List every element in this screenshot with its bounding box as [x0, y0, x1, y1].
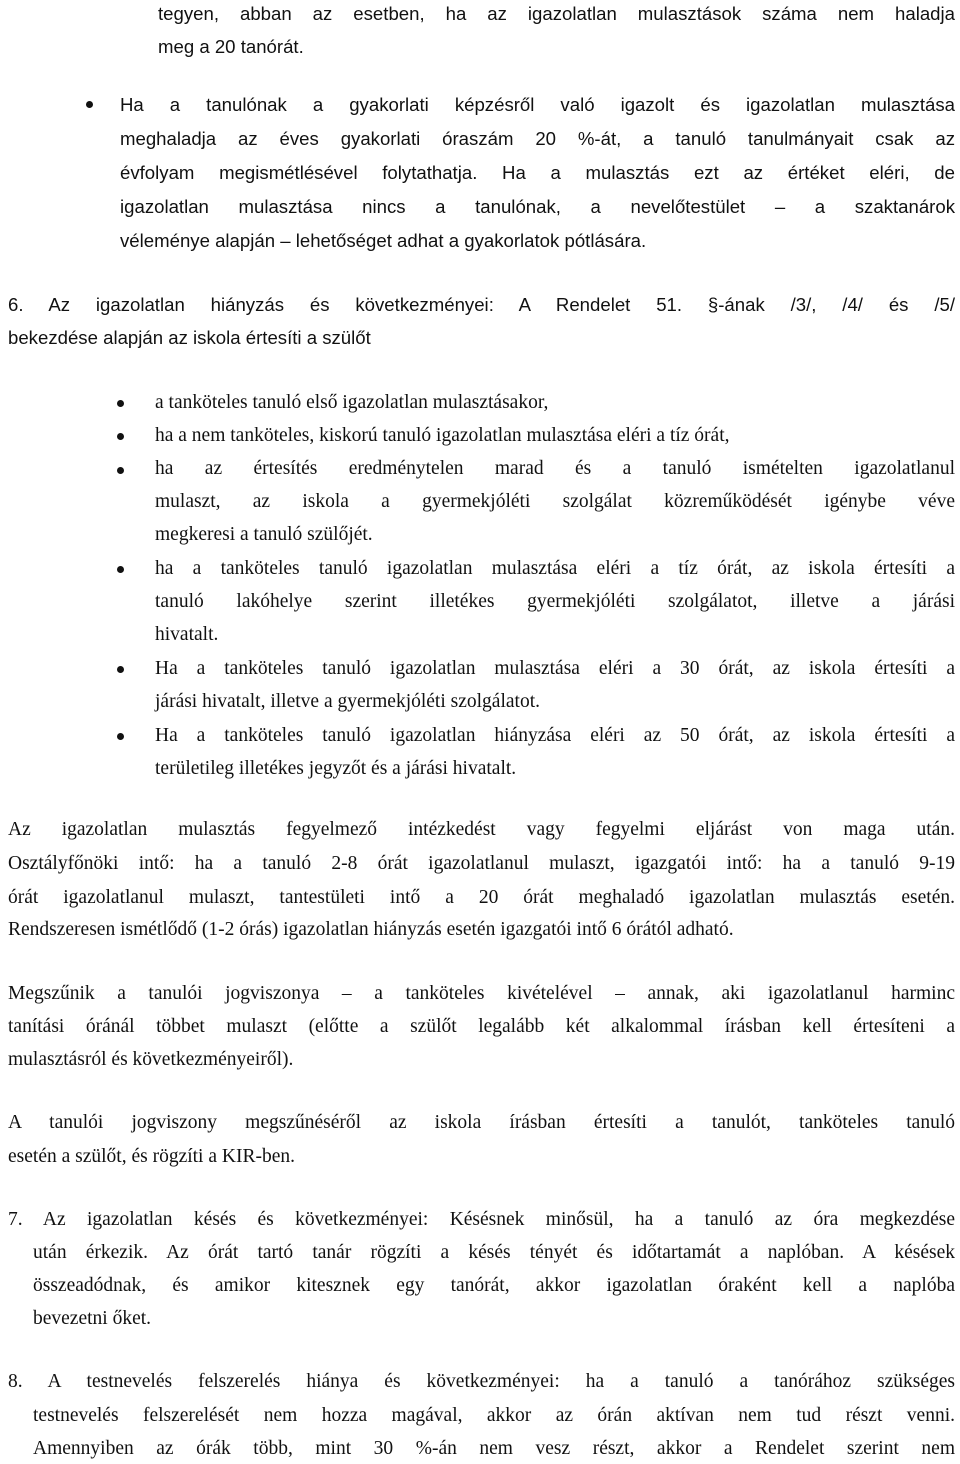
bullet-icon	[117, 400, 124, 407]
text-line: meghaladja az éves gyakorlati óraszám 20 %-át, a tanuló tanulmányait csak az	[120, 128, 955, 149]
text-line: évfolyam megismétlésével folytathatja. Ha a mulasztás ezt az értéket eléri, de	[120, 162, 955, 183]
bullet-icon	[117, 733, 124, 740]
list-item: Ha a tanköteles tanuló igazolatlan hiányzása eléri az 50 órát, az iskola értesíti a	[155, 725, 955, 746]
bullet-icon	[117, 433, 124, 440]
text-line: Megszűnik a tanulói jogviszonya – a tanköteles kivételével – annak, aki igazolatlanul harminc	[8, 983, 955, 1004]
text-line: meg a 20 tanórát.	[158, 36, 304, 57]
text-line: tanítási óránál többet mulaszt (előtte a szülőt legalább két alkalommal írásban kell értesíteni a	[8, 1016, 955, 1037]
text-line: A tanulói jogviszony megszűnéséről az iskola írásban értesíti a tanulót, tanköteles tanuló	[8, 1112, 955, 1133]
list-item-line: területileg illetékes jegyzőt és a járási hivatalt.	[155, 758, 517, 779]
text-line: véleménye alapján – lehetőséget adhat a gyakorlatok pótlására.	[120, 230, 647, 251]
text-line: órát igazolatlanul mulaszt, tantestületi intő a 20 órát meghaladó igazolatlan mulasztás esetén.	[8, 887, 955, 908]
bullet-icon	[86, 101, 93, 108]
bullet-icon	[117, 566, 124, 573]
text-line: tegyen, abban az esetben, ha az igazolatlan mulasztások száma nem haladja	[158, 3, 955, 24]
text-line: Ha a tanulónak a gyakorlati képzésről való igazolt és igazolatlan mulasztása	[120, 94, 955, 115]
bullet-icon	[117, 666, 124, 673]
text-line: Amennyiben az órák több, mint 30 %-án nem vesz részt, akkor a Rendelet szerint nem	[33, 1438, 955, 1459]
text-line: Az igazolatlan mulasztás fegyelmező intézkedést vagy fegyelmi eljárást von maga után.	[8, 819, 955, 840]
list-item-line: megkeresi a tanuló szülőjét.	[155, 524, 373, 545]
text-line: esetén a szülőt, és rögzíti a KIR-ben.	[8, 1146, 295, 1167]
list-item-line: tanuló lakóhelye szerint illetékes gyermekjóléti szolgálatot, illetve a járási	[155, 591, 955, 612]
list-item: ha a nem tanköteles, kiskorú tanuló igazolatlan mulasztása eléri a tíz órát,	[155, 425, 730, 446]
text-line: bevezetni őket.	[33, 1308, 152, 1329]
section-heading-line: 8. A testnevelés felszerelés hiánya és következményei: ha a tanuló a tanórához szükséges	[8, 1371, 955, 1392]
bullet-icon	[117, 467, 124, 474]
text-line: testnevelés felszerelését nem hozza magával, akkor az órán aktívan nem tud részt venni.	[33, 1405, 955, 1426]
section-heading-line: 6. Az igazolatlan hiányzás és következményei: A Rendelet 51. §-ának /3/, /4/ és /5/	[8, 294, 955, 315]
text-line: mulasztásról és következményeiről).	[8, 1049, 294, 1070]
text-line: összeadódnak, és amikor kitesznek egy tanórát, akkor igazolatlan óraként kell a naplóba	[33, 1275, 955, 1296]
text-line: bekezdése alapján az iskola értesíti a szülőt	[8, 327, 371, 348]
text-line: igazolatlan mulasztása nincs a tanulónak, a nevelőtestület – a szaktanárok	[120, 196, 955, 217]
text-line: Osztályfőnöki intő: ha a tanuló 2-8 órát igazolatlanul mulaszt, igazgatói intő: ha a tanuló 9-19	[8, 853, 955, 874]
list-item: ha az értesítés eredménytelen marad és a tanuló ismételten igazolatlanul	[155, 458, 955, 479]
list-item: ha a tanköteles tanuló igazolatlan mulasztása eléri a tíz órát, az iskola értesíti a	[155, 558, 955, 579]
section-heading-line: 7. Az igazolatlan késés és következményei: Késésnek minősül, ha a tanuló az óra megkezdése	[8, 1209, 955, 1230]
list-item-line: járási hivatalt, illetve a gyermekjóléti szolgálatot.	[155, 691, 540, 712]
list-item: Ha a tanköteles tanuló igazolatlan mulasztása eléri a 30 órát, az iskola értesíti a	[155, 658, 955, 679]
list-item: a tanköteles tanuló első igazolatlan mulasztásakor,	[155, 392, 549, 413]
text-line: Rendszeresen ismétlődő (1-2 órás) igazolatlan hiányzás esetén igazgatói intő 6 órától adható.	[8, 919, 734, 940]
list-item-line: mulaszt, az iskola a gyermekjóléti szolgálat közreműködését igénybe véve	[155, 491, 955, 512]
text-line: után érkezik. Az órát tartó tanár rögzíti a késés tényét és időtartamát a naplóban. A késések	[33, 1242, 955, 1263]
list-item-line: hivatalt.	[155, 624, 219, 645]
